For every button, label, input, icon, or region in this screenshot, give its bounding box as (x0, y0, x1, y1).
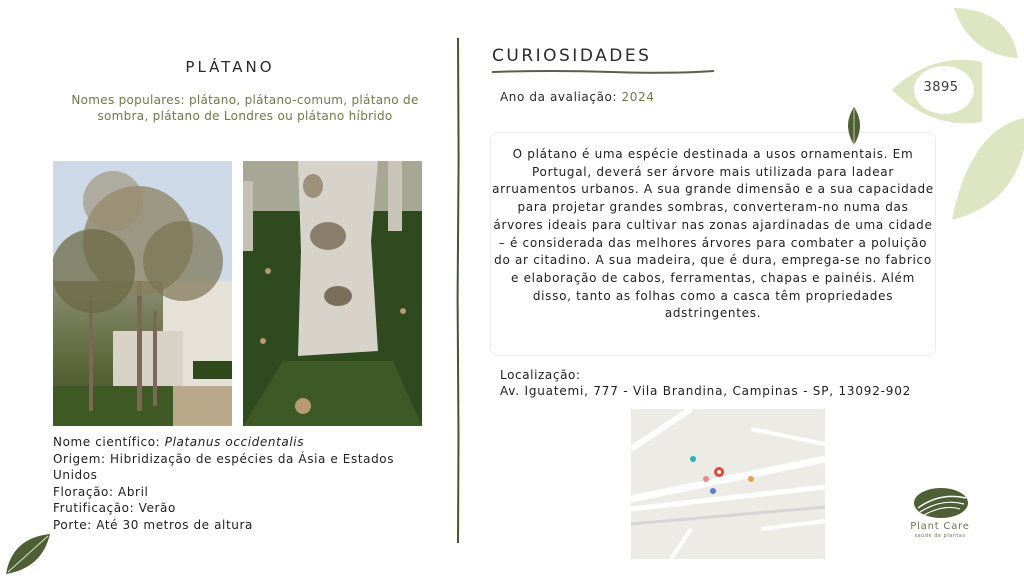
description-text: O plátano é uma espécie destinada a usos ornamentais. Em Portugal, deverá ser árvore mais utilizada para ladear arruamentos urbanos. A sua grande dimensão e a sua capacidade para projetar grandes sombras, converteram-no numa das árvores ideais para cultivar nas zonas ajardinadas de uma cidade – é considerada das melhores árvores para combater a poluição do ar citadino. A sua madeira, que é dura, emprega-se no fabrico e elaboração de cabos, ferramentas, chapas e painéis. Além disso, tanto as folhas como a casca têm propriedades adstringentes. (492, 147, 934, 321)
corner-leaf-icon (4, 532, 52, 576)
species-title: PLÁTANO (185, 58, 275, 76)
title-underline (492, 69, 714, 75)
location-address: Av. Iguatemi, 777 - Vila Brandina, Campinas - SP, 13092-902 (500, 384, 912, 398)
scientific-name-row (53, 434, 413, 451)
plant-care-logo-icon (912, 486, 970, 520)
scientific-name-value: Platanus occidentalis (164, 435, 305, 449)
location-map[interactable] (631, 409, 825, 559)
year-label: Ano da avaliação: (500, 90, 622, 104)
score-value: 3895 (923, 80, 959, 95)
scientific-name-label: Nome científico: (53, 435, 165, 449)
size-row: Porte: Até 30 metros de altura (53, 517, 253, 532)
evaluation-year (500, 90, 655, 104)
curiosities-title: CURIOSIDADES (492, 46, 652, 66)
small-leaf-icon (844, 107, 864, 147)
origin-row: Origem: Hibridização de espécies da Ásia e Estados Unidos (53, 451, 395, 482)
fruiting-row: Frutificação: Verão (53, 501, 176, 515)
logo-subtitle: saúde de plantas (914, 533, 966, 539)
logo-name: Plant Care (910, 521, 970, 532)
flowering-row: Floração: Abril (53, 484, 149, 499)
tree-photo (53, 161, 232, 426)
popular-names: Nomes populares: plátano, plátano-comum, plátano de sombra, plátano de Londres ou plátano híbrido (71, 93, 419, 123)
species-facts (53, 434, 413, 533)
trunk-photo (243, 161, 422, 426)
column-divider (456, 38, 460, 543)
year-value: 2024 (621, 90, 655, 104)
location-label: Localização: (500, 368, 581, 382)
